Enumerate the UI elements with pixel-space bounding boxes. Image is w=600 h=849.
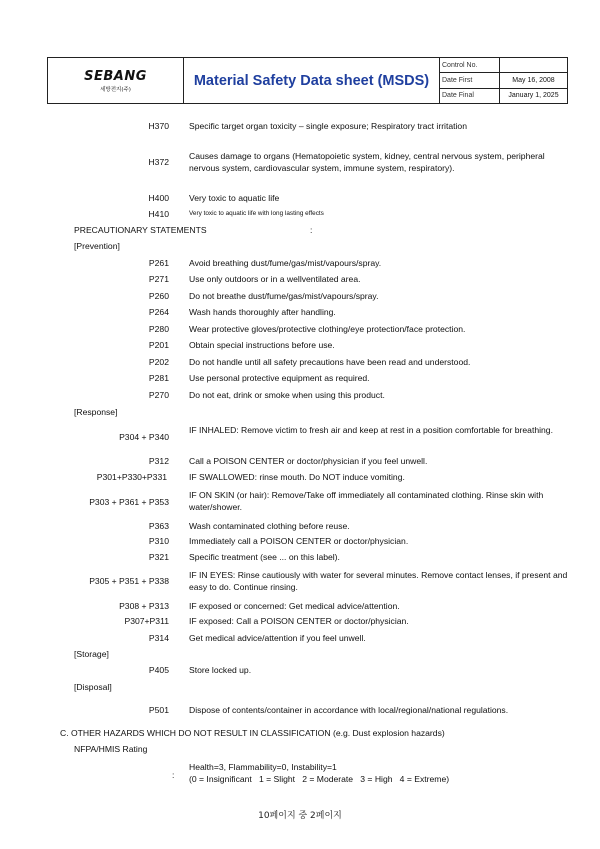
response-text: IF exposed: Call a POISON CENTER or doctor/physician. [189, 616, 409, 626]
prevention-code: P261 [148, 258, 169, 268]
response-text: IF ON SKIN (or hair): Remove/Take off immediately all contaminated clothing. Rinse skin with water/shower. [189, 490, 544, 512]
control-info-table [440, 58, 567, 103]
prevention-text: Avoid breathing dust/fume/gas/mist/vapours/spray. [189, 258, 382, 268]
response-text: IF SWALLOWED: rinse mouth. Do NOT induce vomiting. [189, 472, 405, 482]
document-header [47, 57, 568, 104]
response-code: P310 [148, 536, 169, 546]
response-code: P304 + P340 [119, 432, 169, 442]
prevention-code: P271 [148, 274, 169, 284]
heading-colon: : [310, 225, 313, 235]
prevention-code: P270 [148, 390, 169, 400]
hazard-text: Specific target organ toxicity – single exposure; Respiratory tract irritation [189, 121, 467, 131]
other-hazards-heading: C. OTHER HAZARDS WHICH DO NOT RESULT IN CLASSIFICATION (e.g. Dust explosion hazards) [60, 728, 445, 738]
response-code: P307+P311 [124, 616, 169, 626]
prevention-text: Do not eat, drink or smoke when using this product. [189, 390, 385, 400]
response-code: P308 + P313 [119, 601, 169, 611]
hazard-code: H400 [148, 193, 169, 203]
response-text: IF IN EYES: Rinse cautiously with water for several minutes. Remove contact lenses, if present and easy to do. Continue rinsing. [189, 570, 568, 592]
prevention-text: Wear protective gloves/protective clothing/eye protection/face protection. [189, 324, 466, 334]
prevention-code: P201 [148, 340, 169, 350]
date-first-row [440, 72, 567, 87]
hazard-code: H370 [148, 121, 169, 131]
nfpa-scale: (0 = Insignificant 1 = Slight 2 = Moderate 3 = High 4 = Extreme) [189, 774, 450, 784]
logo-text: SEBANG [84, 68, 147, 84]
nfpa-ratings: Health=3, Flammability=0, Instability=1 [189, 762, 337, 772]
response-text: Specific treatment (see ... on this label). [189, 552, 340, 562]
page-number-footer: 10페이지 중 2페이지 [258, 811, 342, 821]
control-no-label: Control No. [440, 58, 500, 72]
disposal-text: Dispose of contents/container in accordance with local/regional/national regulations. [189, 705, 509, 715]
storage-label: [Storage] [74, 649, 109, 659]
prevention-code: P281 [148, 373, 169, 383]
prevention-text: Obtain special instructions before use. [189, 340, 335, 350]
response-text: IF INHALED: Remove victim to fresh air and keep at rest in a position comfortable for breathing. [189, 425, 553, 435]
document-title: Material Safety Data sheet (MSDS) [184, 58, 440, 103]
response-text: Wash contaminated clothing before reuse. [189, 521, 350, 531]
response-code: P301+P330+P331 [96, 472, 167, 482]
hazard-code: H372 [148, 157, 169, 167]
prevention-text: Use only outdoors or in a wellventilated area. [189, 274, 361, 284]
precautionary-heading: PRECAUTIONARY STATEMENTS [74, 225, 207, 235]
response-label: [Response] [74, 407, 118, 417]
company-logo [48, 58, 184, 103]
response-code: P321 [148, 552, 169, 562]
prevention-text: Wash hands thoroughly after handling. [189, 307, 336, 317]
hazard-text: Very toxic to aquatic life [189, 193, 280, 203]
control-no-row [440, 58, 567, 72]
prevention-label: [Prevention] [74, 241, 120, 251]
prevention-code: P264 [148, 307, 169, 317]
hazard-text: Causes damage to organs (Hematopoietic system, kidney, central nervous system, peripheral nervous system, cardiovascular system, immune system, respiratory). [189, 151, 545, 173]
prevention-code: P280 [148, 324, 169, 334]
date-first-label: Date First [440, 73, 500, 87]
logo-subtitle: 세방전지(주) [100, 86, 131, 93]
response-code: P303 + P361 + P353 [89, 497, 169, 507]
storage-code: P405 [148, 665, 169, 675]
response-code: P363 [148, 521, 169, 531]
disposal-label: [Disposal] [74, 682, 112, 692]
response-code: P312 [148, 456, 169, 466]
hazard-code: H410 [148, 209, 169, 219]
storage-text: Store locked up. [189, 665, 252, 675]
nfpa-label: NFPA/HMIS Rating [74, 744, 148, 754]
nfpa-colon: : [172, 770, 175, 780]
response-code: P314 [148, 633, 169, 643]
prevention-code: P202 [148, 357, 169, 367]
date-final-label: Date Final [440, 89, 500, 103]
control-no-value [500, 58, 567, 72]
disposal-code: P501 [148, 705, 169, 715]
date-final-value: January 1, 2025 [508, 92, 559, 100]
prevention-text: Do not breathe dust/fume/gas/mist/vapours/spray. [189, 291, 379, 301]
prevention-code: P260 [148, 291, 169, 301]
response-text: Call a POISON CENTER or doctor/physician if you feel unwell. [189, 456, 428, 466]
prevention-text: Do not handle until all safety precautions have been read and understood. [189, 357, 471, 367]
hazard-text: Very toxic to aquatic life with long lasting effects [189, 210, 324, 217]
prevention-text: Use personal protective equipment as required. [189, 373, 370, 383]
date-first-value: May 16, 2008 [512, 76, 555, 84]
response-text: IF exposed or concerned: Get medical advice/attention. [189, 601, 400, 611]
date-final-row [440, 88, 567, 103]
response-text: Get medical advice/attention if you feel unwell. [189, 633, 366, 643]
response-text: Immediately call a POISON CENTER or doctor/physician. [189, 536, 409, 546]
response-code: P305 + P351 + P338 [89, 576, 169, 586]
